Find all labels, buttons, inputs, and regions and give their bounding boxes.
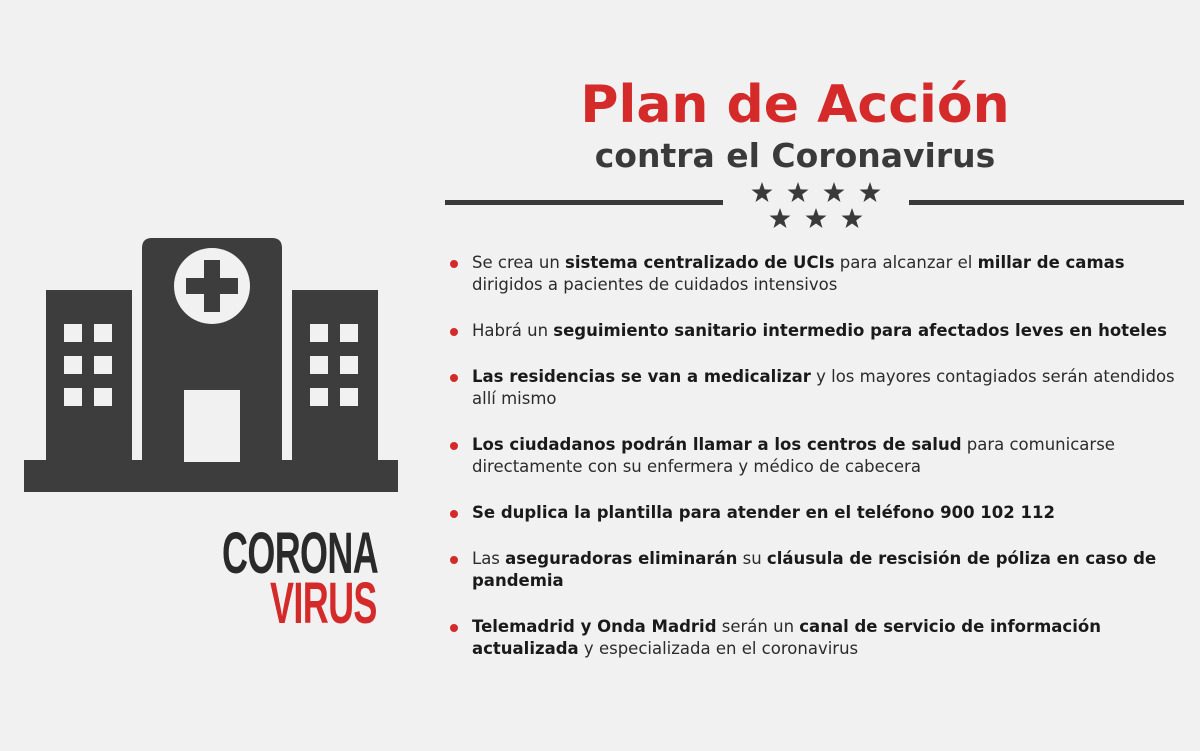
bold-text: millar de camas xyxy=(977,253,1125,272)
bold-text: Se duplica la plantilla para atender en el teléfono 900 102 112 xyxy=(472,503,1055,522)
logo-line-2: VIRUS xyxy=(270,571,377,636)
list-item xyxy=(450,366,1180,410)
star-icon xyxy=(824,182,845,202)
text: serán un xyxy=(716,617,800,636)
bold-text: Las residencias se van a medicalizar xyxy=(472,367,811,386)
bold-text: Telemadrid y Onda Madrid xyxy=(472,617,717,636)
text: para alcanzar el xyxy=(834,253,978,272)
list-item xyxy=(450,434,1180,478)
list-item xyxy=(450,320,1180,342)
bold-text: cláusula de rescisión de póliza en caso de pandemia xyxy=(472,549,1157,590)
star-icon xyxy=(752,182,773,202)
hospital-icon xyxy=(24,230,398,492)
text: Se crea un xyxy=(472,253,566,272)
list-item xyxy=(450,502,1180,524)
text: y los mayores contagiados serán atendidos allí mismo xyxy=(472,367,1175,408)
list-item xyxy=(450,616,1180,660)
page-subtitle: contra el Coronavirus xyxy=(594,136,996,175)
bold-text: canal de servicio de información actualizada xyxy=(472,617,1101,658)
title-block xyxy=(445,74,1185,176)
logo-line-1: CORONA xyxy=(222,521,379,586)
text: su xyxy=(737,549,767,568)
divider-left xyxy=(445,200,723,205)
bold-text: Los ciudadanos podrán llamar a los centros de salud xyxy=(472,435,962,454)
star-icon xyxy=(806,208,827,228)
star-icon xyxy=(788,182,809,202)
list-item xyxy=(450,252,1180,296)
text: Habrá un xyxy=(472,321,554,340)
bold-text: seguimiento sanitario intermedio para afectados leves en hoteles xyxy=(553,321,1167,340)
text: Las xyxy=(472,549,506,568)
page-title: Plan de Acción xyxy=(580,75,1010,135)
action-plan-list xyxy=(450,252,1180,684)
star-icon xyxy=(842,208,863,228)
text: y especializada en el coronavirus xyxy=(578,639,859,658)
text: dirigidos a pacientes de cuidados intensivos xyxy=(472,275,838,294)
stars-emblem xyxy=(750,180,882,232)
divider-right xyxy=(909,200,1184,205)
star-icon xyxy=(860,182,881,202)
list-item xyxy=(450,548,1180,592)
bold-text: sistema centralizado de UCIs xyxy=(565,253,835,272)
star-icon xyxy=(770,208,791,228)
bold-text: aseguradoras eliminarán xyxy=(505,549,738,568)
text: para comunicarse directamente con su enfermera y médico de cabecera xyxy=(472,435,1115,476)
corona-virus-logo xyxy=(222,521,474,636)
